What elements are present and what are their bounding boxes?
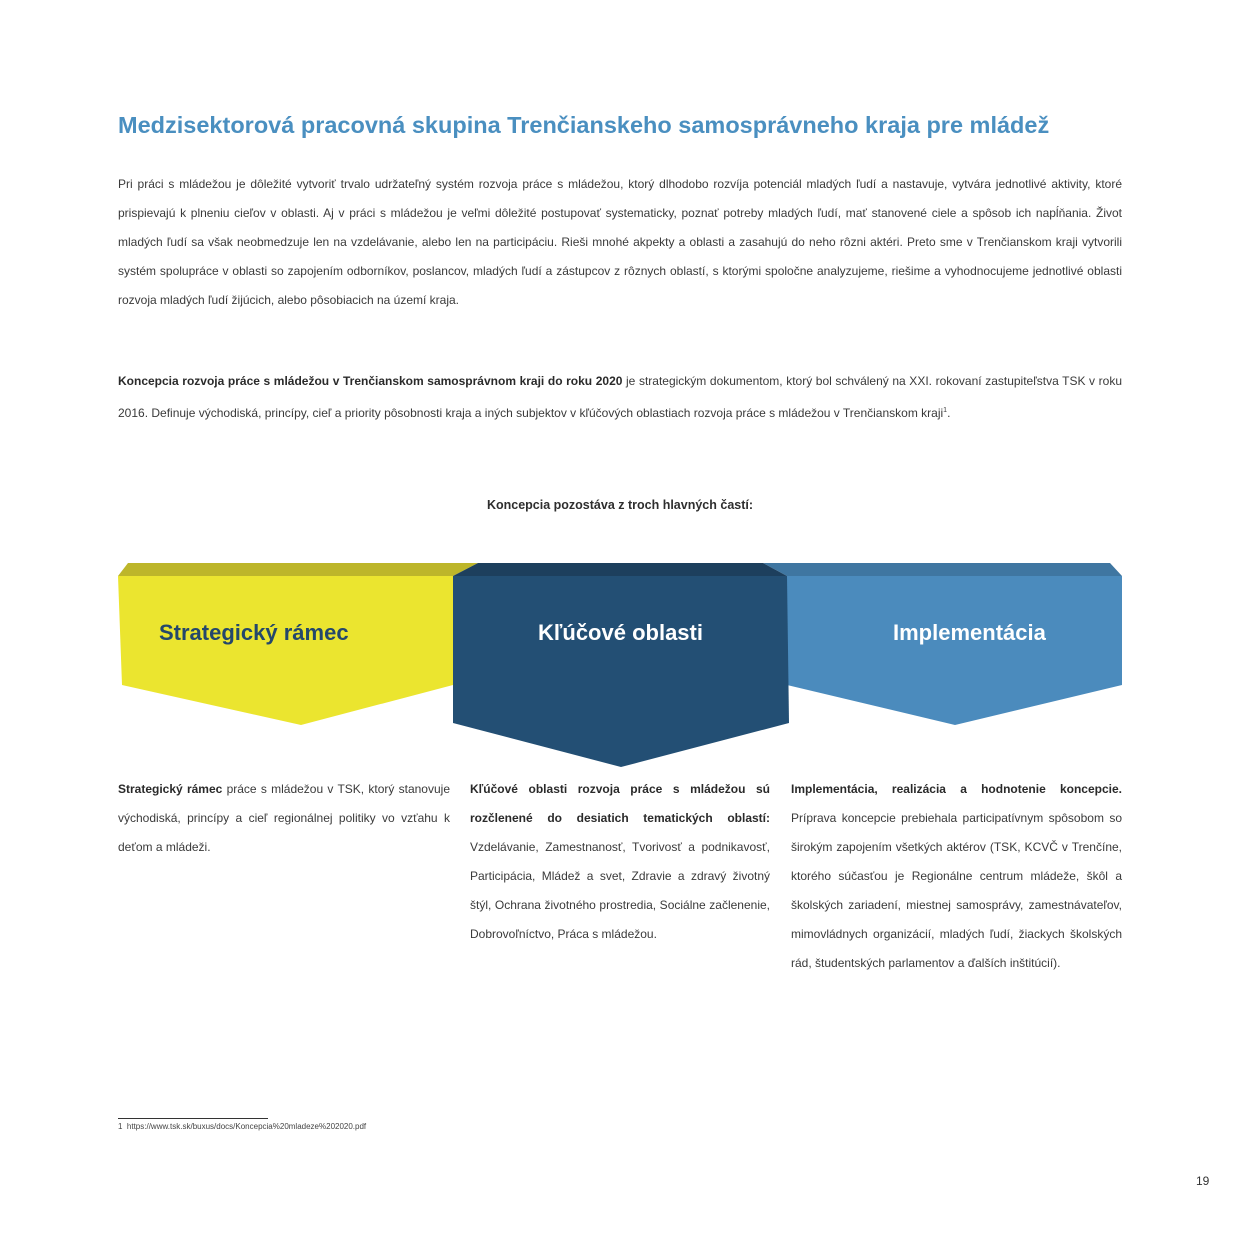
intro-paragraph: Pri práci s mládežou je dôležité vytvoriť trvalo udržateľný systém rozvoja práce s mládežou, ktorý dlhodobo rozvíja potenciál mladých ľudí a nastavuje, vytvára jednotlivé aktivity, ktoré prispievajú k plneniu cieľov v oblasti. Aj v práci s mládežou je veľmi dôležité postupovať systematicky, poznať potreby mladých ľudí, mať stanovené ciele a spôsob ich napĺňania. Život mladých ľudí sa však neobmedzuje len na vzdelávanie, alebo len na participáciu. Rieši mnohé akpekty a oblasti a zasahujú do neho rôzni aktéri. Preto sme v Trenčianskom kraji vytvorili systém spolupráce v oblasti so zapojením odborníkov, poslancov, mladých ľudí a zástupcov z rôznych oblastí, s ktorými spoločne analyzujeme, riešime a vyhodnocujeme jednotlivé oblasti rozvoja mladých ľudí žijúcich, alebo pôsobiacich na území kraja.: [118, 177, 1122, 307]
implementation-term: Implementácia, realizácia a hodnotenie koncepcie.: [791, 782, 1122, 796]
concept-name: Koncepcia rozvoja práce s mládežou v Trenčianskom samosprávnom kraji do roku 2020: [118, 374, 623, 388]
implementation-top-face: [763, 563, 1122, 576]
implementation-shape: [787, 576, 1122, 725]
key-areas-text: Vzdelávanie, Zamestnanosť, Tvorivosť a podnikavosť, Participácia, Mládež a svet, Zdravie a zdravý životný štýl, Ochrana životného prostredia, Sociálne začlenenie, Dobrovoľníctvo, Práca s mládežou.: [470, 840, 770, 941]
strategic-frame-term: Strategický rámec: [118, 782, 223, 796]
strategic-frame-top-face: [118, 563, 478, 576]
key-areas-description: [470, 775, 770, 949]
strategic-frame-description: [118, 775, 450, 862]
strategic-frame-text: práce s mládežou v TSK, ktorý stanovuje východiská, princípy a cieľ regionálnej politiky vo vzťahu k deťom a mládeži.: [118, 782, 450, 854]
footnote-divider: [118, 1118, 268, 1119]
key-areas-label: Kľúčové oblasti: [538, 620, 703, 645]
concept-paragraph: [118, 367, 1122, 428]
key-areas-shape: [453, 576, 789, 767]
footnote: [118, 1122, 366, 1131]
implementation-text: Príprava koncepcie prebiehala participatívnym spôsobom so širokým zapojením všetkých aktérov (TSK, KCVČ v Trenčíne, ktorého súčasťou je Regionálne centrum mládeže, škôl a školských zariadení, miestnej samosprávy, zamestnávateľov, mimovládnych organizácií, mladých ľudí, žiackych školských rád, študentských parlamentov a ďalších inštitúcií).: [791, 811, 1122, 970]
concept-text: je strategickým dokumentom, ktorý bol schválený na XXI. rokovaní zastupiteľstva TSK v roku 2016. Definuje východiská, princípy, cieľ a priority pôsobnosti kraja a iných subjektov v kľúčových oblastiach rozvoja práce s mládežou v Trenčianskom kraji: [118, 374, 1122, 420]
diagram-heading: Koncepcia pozostáva z troch hlavných častí:: [486, 498, 754, 512]
page-number: 19: [1196, 1174, 1210, 1188]
footnote-url[interactable]: https://www.tsk.sk/buxus/docs/Koncepcia%20mladeze%202020.pdf: [126, 1122, 367, 1131]
implementation-label: Implementácia: [893, 620, 1046, 645]
footnote-ref[interactable]: 1: [943, 407, 948, 414]
strategic-frame-label: Strategický rámec: [159, 620, 349, 645]
strategic-frame-shape: [118, 576, 453, 725]
implementation-description: [791, 775, 1122, 978]
page-title: Medzisektorová pracovná skupina Trenčianskeho samosprávneho kraja pre mládež: [118, 112, 1050, 138]
concept-end: .: [947, 406, 951, 420]
three-parts-diagram: [0, 550, 1240, 780]
key-areas-top-face: [453, 563, 787, 576]
footnote-number: 1: [118, 1122, 123, 1131]
key-areas-term: Kľúčové oblasti rozvoja práce s mládežou sú rozčlenené do desiatich tematických oblastí:: [470, 782, 770, 825]
